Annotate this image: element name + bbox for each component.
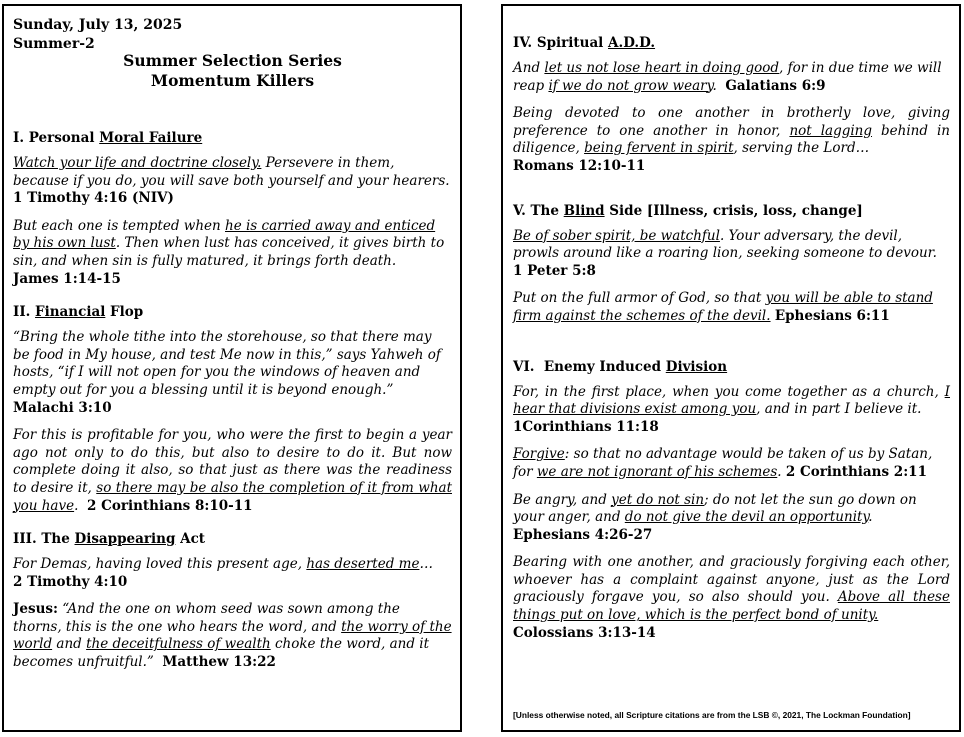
section-2-verse-2: For this is profitable for you, who were the first to begin a year ago not only to do this, but also to desire to do it. But now complete doing it also, so that just as there was the readiness to desire it, so there may be also the completion of it from what you have. 2 Corinthians 8:10-11: [13, 427, 452, 514]
section-1-heading: I. Personal Moral Failure: [13, 130, 203, 146]
series-subtitle: Momentum Killers: [150, 71, 315, 90]
right-page: [501, 4, 961, 732]
session-label: Summer-2: [13, 36, 95, 52]
section-6-verse-4: Bearing with one another, and graciously forgiving each other, whoever has a complaint against anyone, just as the Lord graciously forgave you, so also should you. Above all these things put on love, which is the perfect bond of unity. Colossians 3:13-14: [513, 554, 950, 641]
date: Sunday, July 13, 2025: [13, 17, 183, 33]
section-3-heading: III. The Disappearing Act: [13, 531, 206, 548]
section-5-verse-1: Be of sober spirit, be watchful. Your adversary, the devil, prowls around like a roaring lion, seeking someone to devour. 1 Peter 5:8: [513, 227, 937, 279]
section-6-verse-1: For, in the first place, when you come together as a church, I hear that divisions exist among you, and in part I believe it. 1Corinthians 11:18: [513, 383, 950, 435]
section-3: [13, 530, 452, 672]
section-2-heading: II. Financial Flop: [13, 304, 144, 321]
section-6-verse-3: Be angry, and yet do not sin; do not let the sun go down on your anger, and do not give the devil an opportunity. Ephesians 4:26-27: [513, 491, 917, 543]
series-title: Summer Selection Series: [123, 51, 342, 70]
section-3-verse-1: For Demas, having loved this present age, has deserted me… 2 Timothy 4:10: [13, 556, 433, 590]
section-4-verse-1: And let us not lose heart in doing good, for in due time we will reap if we do not grow weary. Galatians 6:9: [513, 60, 942, 94]
section-6: [513, 358, 950, 643]
footnote: [Unless otherwise noted, all Scripture citations are from the LSB ©, 2021, The Lockman Foundation]: [513, 710, 911, 720]
section-4-heading: IV. Spiritual A.D.D.: [513, 35, 656, 51]
section-2: [13, 303, 452, 515]
section-1-verse-1: Watch your life and doctrine closely. Persevere in them, because if you do, you will save both yourself and your hearers. 1 Timothy 4:16 (NIV): [13, 155, 450, 207]
section-5-verse-2: Put on the full armor of God, so that you will be able to stand firm against the schemes of the devil. Ephesians 6:11: [513, 290, 933, 324]
section-1-verse-2: But each one is tempted when he is carried away and enticed by his own lust. Then when lust has conceived, it gives birth to sin, and when sin is fully matured, it brings forth death. James 1:14-15: [13, 217, 445, 287]
section-4: [513, 34, 950, 176]
section-4-verse-2: Being devoted to one another in brotherly love, giving preference to one another in honor, not lagging behind in diligence, being fervent in spirit, serving the Lord… Romans 12:10-11: [513, 105, 950, 174]
section-6-verse-2: Forgive: so that no advantage would be taken of us by Satan, for we are not ignorant of his schemes. 2 Corinthians 2:11: [513, 446, 933, 480]
section-5-heading: V. The Blind Side [Illness, crisis, loss, change]: [513, 202, 863, 219]
left-page: [2, 4, 462, 732]
section-1: [13, 129, 452, 288]
section-3-verse-2: Jesus: “And the one on whom seed was sown among the thorns, this is the one who hears the word, and the worry of the world and the deceitfulness of wealth choke the word, and it becomes unfruitful.” Matthew 13:22: [13, 601, 452, 671]
section-6-heading: VI. Enemy Induced Division: [513, 358, 728, 375]
section-5: [513, 202, 950, 326]
section-2-verse-1: “Bring the whole tithe into the storehouse, so that there may be food in My house, and test Me now in this,” says Yahweh of hosts, “if I will not open for you the windows of heaven and empty out for you a blessing until it is beyond enough.” Malachi 3:10: [13, 329, 441, 416]
